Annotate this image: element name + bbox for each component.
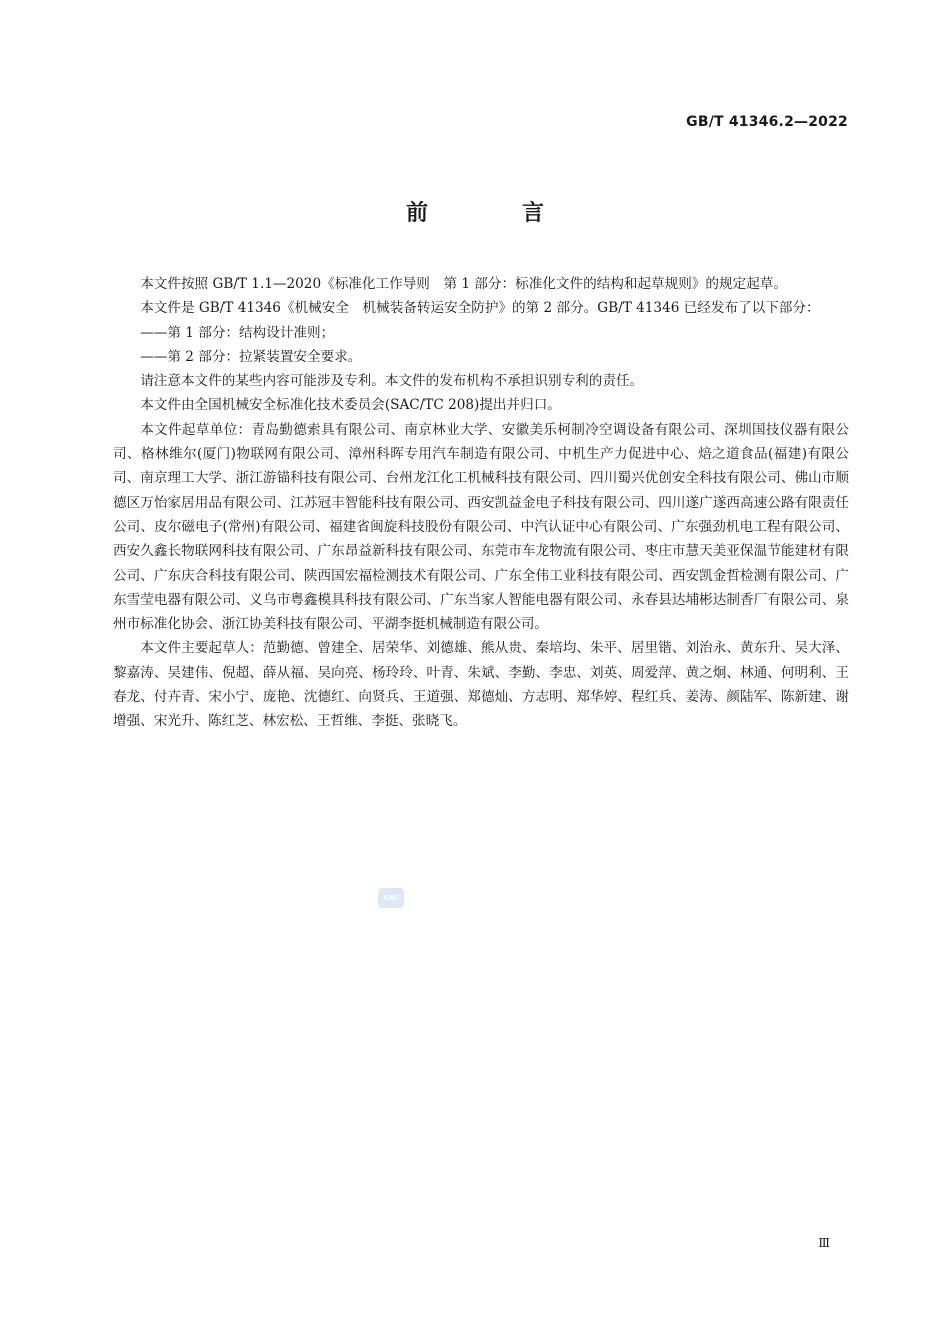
paragraph-drafting-units: 本文件起草单位：青岛勤德索具有限公司、南京林业大学、安徽美乐柯制冷空调设备有限公司、深圳国技仪器有限公司、格林维尔(厦门)物联网有限公司、漳州科晖专用汽车制造有限公司、中机生产力促进中心、焙之道食品(福建)有限公司、南京理工大学、浙江游锚科技有限公司、台州龙江化工机械科技有限公司、四川蜀兴优创安全科技有限公司、佛山市顺德区万怡家居用品有限公司、江苏冠丰智能科技有限公司、西安凯益金电子科技有限公司、四川遂广遂西高速公路有限责任公司、皮尔磁电子(常州)有限公司、福建省闽旋科技股份有限公司、中汽认证中心有限公司、广东强劲机电工程有限公司、西安久鑫长物联网科技有限公司、广东昂益新科技有限公司、东莞市车龙物流有限公司、枣庄市慧天美亚保温节能建材有限公司、广东庆合科技有限公司、陕西国宏福检测技术有限公司、广东全伟工业科技有限公司、西安凯金哲检测有限公司、广东雪莹电器有限公司、义乌市粤鑫模具科技有限公司、广东当家人智能电器有限公司、永春县达埔彬达制香厂有限公司、泉州市标准化协会、浙江协美科技有限公司、平湖李挺机械制造有限公司。 xyxy=(113,421,849,633)
page-number: Ⅲ xyxy=(818,1236,830,1250)
list-item-part-1: ——第 1 部分：结构设计准则； xyxy=(140,324,335,341)
paragraph-series-info: 本文件是 GB/T 41346《机械安全 机械装备转运安全防护》的第 2 部分。GB/T 41346 已经发布了以下部分： xyxy=(140,300,820,317)
page-title: 前 言 xyxy=(405,201,580,226)
list-item-part-2: ——第 2 部分：拉紧装置安全要求。 xyxy=(140,348,362,365)
sac-logo-watermark: SAC xyxy=(378,888,404,908)
paragraph-committee: 本文件由全国机械安全标准化技术委员会(SAC/TC 208)提出并归口。 xyxy=(140,397,561,414)
paragraph-drafters: 本文件主要起草人：范勤德、曾建全、居荣华、刘德雄、熊从贵、秦培均、朱平、居里锴、刘治永、黄东升、吴大泽、黎嘉涛、吴建伟、倪超、薛从福、吴向亮、杨玲玲、叶青、朱斌、李勤、李忠、刘英、周爱萍、黄之炯、林通、何明利、王春龙、付卉青、宋小宁、庞艳、沈德红、向贤兵、王道强、郑德灿、方志明、郑华婷、程红兵、姜涛、颜陆军、陈新建、谢增强、宋光升、陈红芝、林宏松、王哲维、李挺、张晓飞。 xyxy=(113,640,849,730)
paragraph-patent-notice: 请注意本文件的某些内容可能涉及专利。本文件的发布机构不承担识别专利的责任。 xyxy=(140,373,644,390)
standard-code: GB/T 41346.2—2022 xyxy=(686,114,848,130)
preface-body xyxy=(113,272,849,734)
paragraph-drafting-rules: 本文件按照 GB/T 1.1—2020《标准化工作导则 第 1 部分：标准化文件的结构和起草规则》的规定起草。 xyxy=(140,276,787,292)
